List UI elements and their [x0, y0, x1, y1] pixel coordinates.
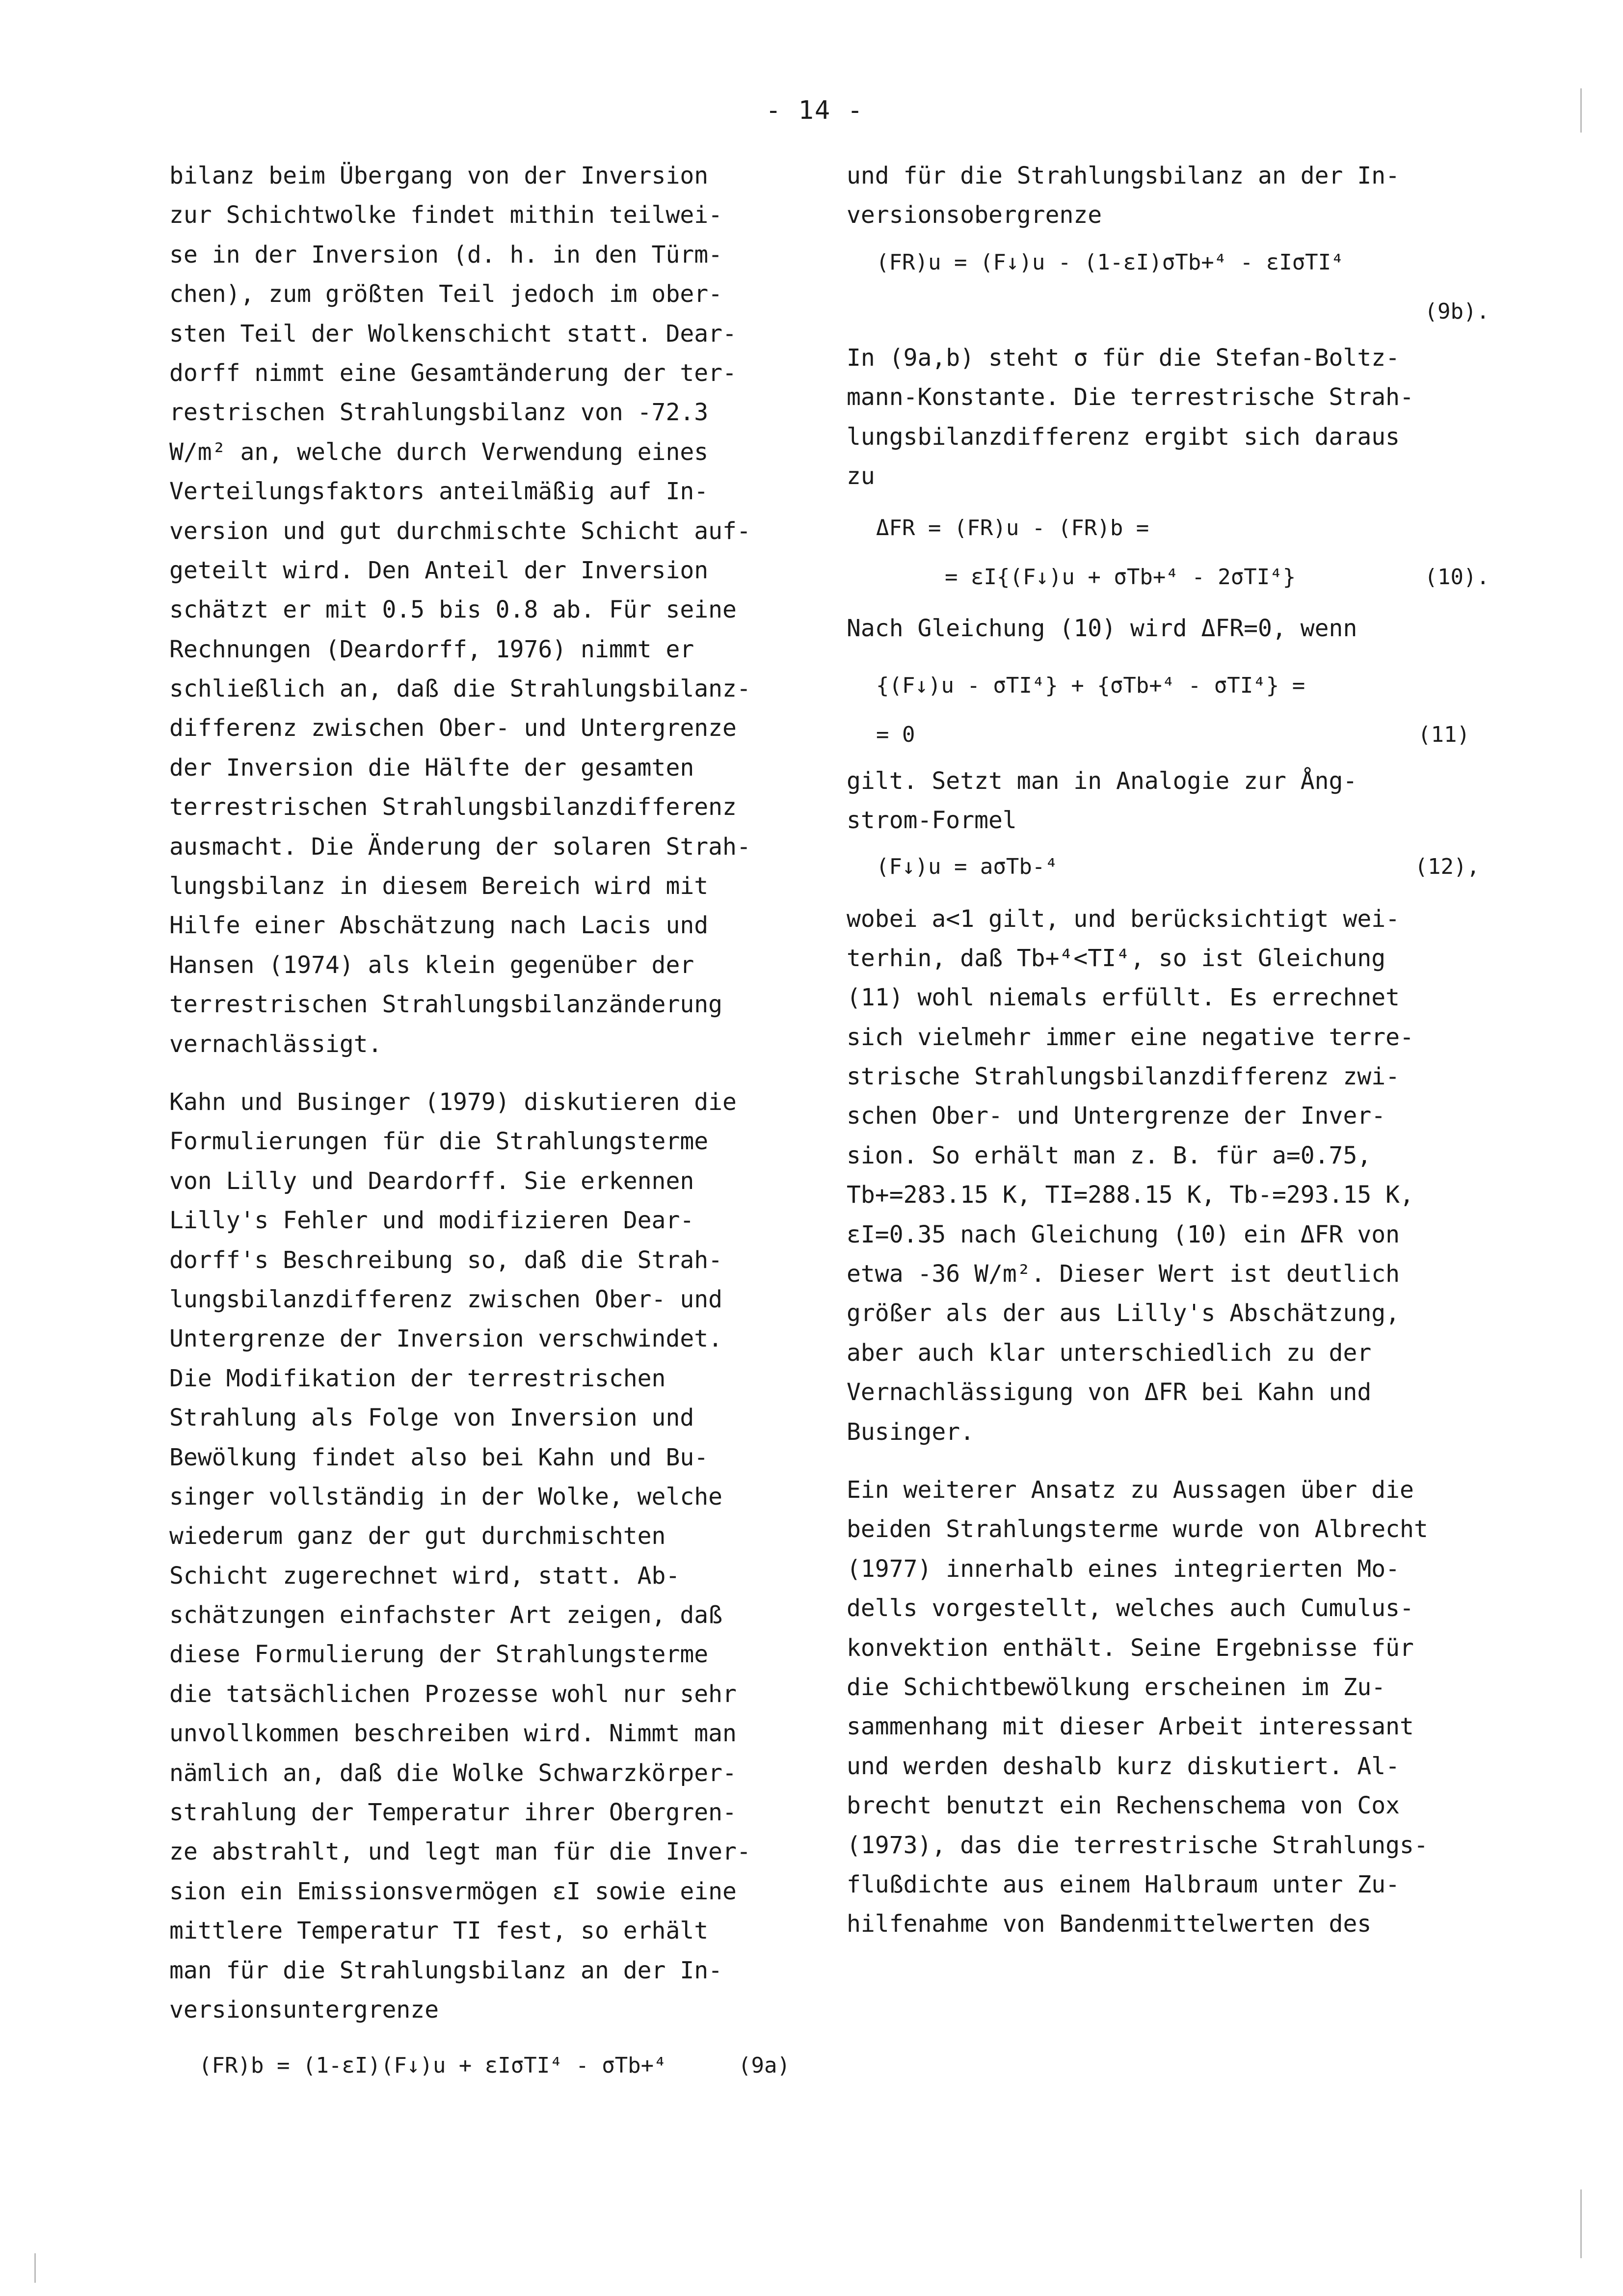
text-line: flußdichte aus einem Halbraum unter Zu- [847, 1870, 1400, 1898]
text-line: Nach Gleichung (10) wird ΔFR=0, wenn [847, 615, 1357, 643]
equation-9a-number: (9a) [738, 2053, 790, 2079]
text-line: hilfenahme von Bandenmittelwerten des [847, 1910, 1372, 1938]
text-line: chen), zum größten Teil jedoch im ober- [169, 280, 723, 308]
text-line: man für die Strahlungsbilanz an der In- [169, 1956, 723, 1984]
text-line: version und gut durchmischte Schicht auf- [169, 517, 751, 545]
text-line: schließlich an, daß die Strahlungsbilanz- [169, 675, 751, 703]
text-line: die tatsächlichen Prozesse wohl nur sehr [169, 1680, 737, 1708]
text-line: Schicht zugerechnet wird, statt. Ab- [169, 1562, 680, 1590]
text-line: dorff's Beschreibung so, daß die Strah- [169, 1246, 723, 1274]
text-line: dorff nimmt eine Gesamtänderung der ter- [169, 359, 737, 387]
text-line: sammenhang mit dieser Arbeit interessant [847, 1713, 1414, 1741]
text-line: Tb+=283.15 K, TI=288.15 K, Tb-=293.15 K, [847, 1181, 1414, 1209]
text-line: restrischen Strahlungsbilanz von -72.3 [169, 399, 709, 427]
paragraph-albrecht [847, 1470, 1490, 1944]
text-line: geteilt wird. Den Anteil der Inversion [169, 556, 709, 584]
text-line: sich vielmehr immer eine negative terre- [847, 1023, 1414, 1051]
text-line: Lilly's Fehler und modifizieren Dear- [169, 1207, 694, 1235]
text-line: etwa -36 W/m². Dieser Wert ist deutlich [847, 1260, 1400, 1288]
text-line: Die Modifikation der terrestrischen [169, 1364, 666, 1392]
equation-11-line2: = 0 [876, 722, 915, 747]
equation-11-number: (11) [1418, 722, 1470, 747]
text-line: versionsobergrenze [847, 201, 1102, 229]
text-line: gilt. Setzt man in Analogie zur Ång- [847, 767, 1357, 795]
text-line: schen Ober- und Untergrenze der Inver- [847, 1102, 1386, 1130]
equation-10-line1: ΔFR = (FR)u - (FR)b = [876, 515, 1149, 541]
scan-edge-mark [1580, 88, 1582, 133]
text-line: lungsbilanzdifferenz ergibt sich daraus [847, 423, 1400, 451]
text-line: zur Schichtwolke findet mithin teilwei- [169, 201, 723, 229]
text-line: vernachlässigt. [169, 1030, 382, 1058]
text-line: schätzungen einfachster Art zeigen, daß [169, 1601, 723, 1629]
equation-9b-formula: (FR)u = (F↓)u - (1-εI)σTb+⁴ - εIσTI⁴ [876, 249, 1344, 275]
text-line: bilanz beim Übergang von der Inversion [169, 162, 709, 189]
equation-10-line2: = εI{(F↓)u + σTb+⁴ - 2σTI⁴} [945, 565, 1296, 590]
paragraph-1 [169, 156, 820, 1064]
text-line: (1977) innerhalb eines integrierten Mo- [847, 1555, 1400, 1583]
equation-12-formula: (F↓)u = aσTb-⁴ [876, 854, 1058, 879]
text-line: schätzt er mit 0.5 bis 0.8 ab. Für seine [169, 596, 737, 624]
text-line: mann-Konstante. Die terrestrische Strah- [847, 383, 1414, 411]
text-line: von Lilly und Deardorff. Sie erkennen [169, 1167, 694, 1195]
text-line: sten Teil der Wolkenschicht statt. Dear- [169, 320, 737, 348]
scan-edge-mark [34, 2253, 36, 2283]
text-line: terhin, daß Tb+⁴<TI⁴, so ist Gleichung [847, 944, 1386, 972]
paragraph-angstrom [847, 761, 1490, 840]
equation-11-line1: {(F↓)u - σTI⁴} + {σTb+⁴ - σTI⁴} = [876, 673, 1305, 698]
text-line: lungsbilanz in diesem Bereich wird mit [169, 872, 709, 900]
text-line: wobei a<1 gilt, und berücksichtigt wei- [847, 905, 1400, 933]
text-line: Hansen (1974) als klein gegenüber der [169, 951, 694, 979]
text-line: Bewölkung findet also bei Kahn und Bu- [169, 1443, 709, 1471]
text-line: ze abstrahlt, und legt man für die Inver- [169, 1838, 751, 1866]
text-line: sion ein Emissionsvermögen εI sowie eine [169, 1877, 737, 1905]
page-number: - 14 - [766, 96, 864, 125]
left-column [169, 156, 820, 2093]
equation-10-number: (10). [1424, 565, 1490, 590]
text-line: Kahn und Businger (1979) diskutieren die [169, 1088, 737, 1116]
text-line: Strahlung als Folge von Inversion und [169, 1404, 694, 1432]
text-line: Untergrenze der Inversion verschwindet. [169, 1325, 723, 1353]
paragraph-wobei [847, 899, 1490, 1452]
text-line: größer als der aus Lilly's Abschätzung, [847, 1299, 1400, 1327]
text-line: Vernachlässigung von ΔFR bei Kahn und [847, 1378, 1372, 1406]
text-line: der Inversion die Hälfte der gesamten [169, 754, 694, 782]
text-line: beiden Strahlungsterme wurde von Albrecht [847, 1515, 1428, 1543]
text-line: und werden deshalb kurz diskutiert. Al- [847, 1752, 1400, 1780]
paragraph-nach-gleichung [847, 609, 1490, 648]
text-line: (1973), das die terrestrische Strahlungs- [847, 1831, 1428, 1859]
text-line: konvektion enthält. Seine Ergebnisse für [847, 1634, 1414, 1662]
text-line: nämlich an, daß die Wolke Schwarzkörper- [169, 1759, 737, 1787]
text-line: (11) wohl niemals erfüllt. Es errechnet [847, 984, 1400, 1012]
text-line: In (9a,b) steht σ für die Stefan-Boltz- [847, 344, 1400, 372]
text-line: terrestrischen Strahlungsbilanzdifferenz [169, 793, 737, 821]
equation-12-number: (12), [1414, 854, 1480, 879]
text-line: wiederum ganz der gut durchmischten [169, 1522, 666, 1550]
equation-9a [169, 2039, 820, 2093]
text-line: Businger. [847, 1418, 975, 1446]
text-line: strische Strahlungsbilanzdifferenz zwi- [847, 1063, 1400, 1091]
text-line: terrestrischen Strahlungsbilanzänderung [169, 991, 723, 1019]
text-line: und für die Strahlungsbilanz an der In- [847, 162, 1400, 189]
text-line: Ein weiterer Ansatz zu Aussagen über die [847, 1476, 1414, 1504]
right-column [847, 156, 1490, 1944]
text-line: Verteilungsfaktors anteilmäßig auf In- [169, 478, 709, 506]
text-line: Hilfe einer Abschätzung nach Lacis und [169, 912, 709, 940]
text-line: brecht benutzt ein Rechenschema von Cox [847, 1792, 1400, 1820]
text-line: singer vollständig in der Wolke, welche [169, 1483, 723, 1511]
equation-11 [847, 648, 1490, 761]
text-line: versionsuntergrenze [169, 1996, 439, 2024]
equation-12 [847, 840, 1490, 899]
text-line: Rechnungen (Deardorff, 1976) nimmt er [169, 635, 694, 663]
text-line: strom-Formel [847, 807, 1017, 835]
text-line: mittlere Temperatur TI fest, so erhält [169, 1917, 709, 1945]
equation-9a-formula: (FR)b = (1-εI)(F↓)u + εIσTI⁴ - σTb+⁴ [199, 2053, 667, 2079]
paragraph-stefan-boltzmann [847, 338, 1490, 496]
text-line: aber auch klar unterschiedlich zu der [847, 1339, 1372, 1367]
text-line: W/m² an, welche durch Verwendung eines [169, 438, 709, 466]
scan-edge-mark [1580, 2189, 1582, 2258]
text-line: strahlung der Temperatur ihrer Obergren- [169, 1799, 737, 1827]
text-line: differenz zwischen Ober- und Untergrenze [169, 714, 737, 742]
text-line: εI=0.35 nach Gleichung (10) ein ΔFR von [847, 1220, 1400, 1248]
text-line: Formulierungen für die Strahlungsterme [169, 1128, 709, 1156]
equation-10 [847, 496, 1490, 609]
text-line: se in der Inversion (d. h. in den Türm- [169, 241, 723, 269]
text-line: lungsbilanzdifferenz zwischen Ober- und [169, 1285, 723, 1313]
text-line: unvollkommen beschreiben wird. Nimmt man [169, 1720, 737, 1748]
text-line: diese Formulierung der Strahlungsterme [169, 1641, 709, 1669]
text-line: ausmacht. Die Änderung der solaren Strah- [169, 833, 751, 861]
text-line: dells vorgestellt, welches auch Cumulus- [847, 1594, 1414, 1622]
right-intro [847, 156, 1490, 235]
paragraph-2 [169, 1082, 820, 2029]
text-line: sion. So erhält man z. B. für a=0.75, [847, 1141, 1372, 1169]
equation-9b-number: (9b). [1424, 298, 1490, 324]
text-line: zu [847, 462, 875, 490]
equation-9b [847, 235, 1490, 338]
text-line: die Schichtbewölkung erscheinen im Zu- [847, 1673, 1386, 1701]
